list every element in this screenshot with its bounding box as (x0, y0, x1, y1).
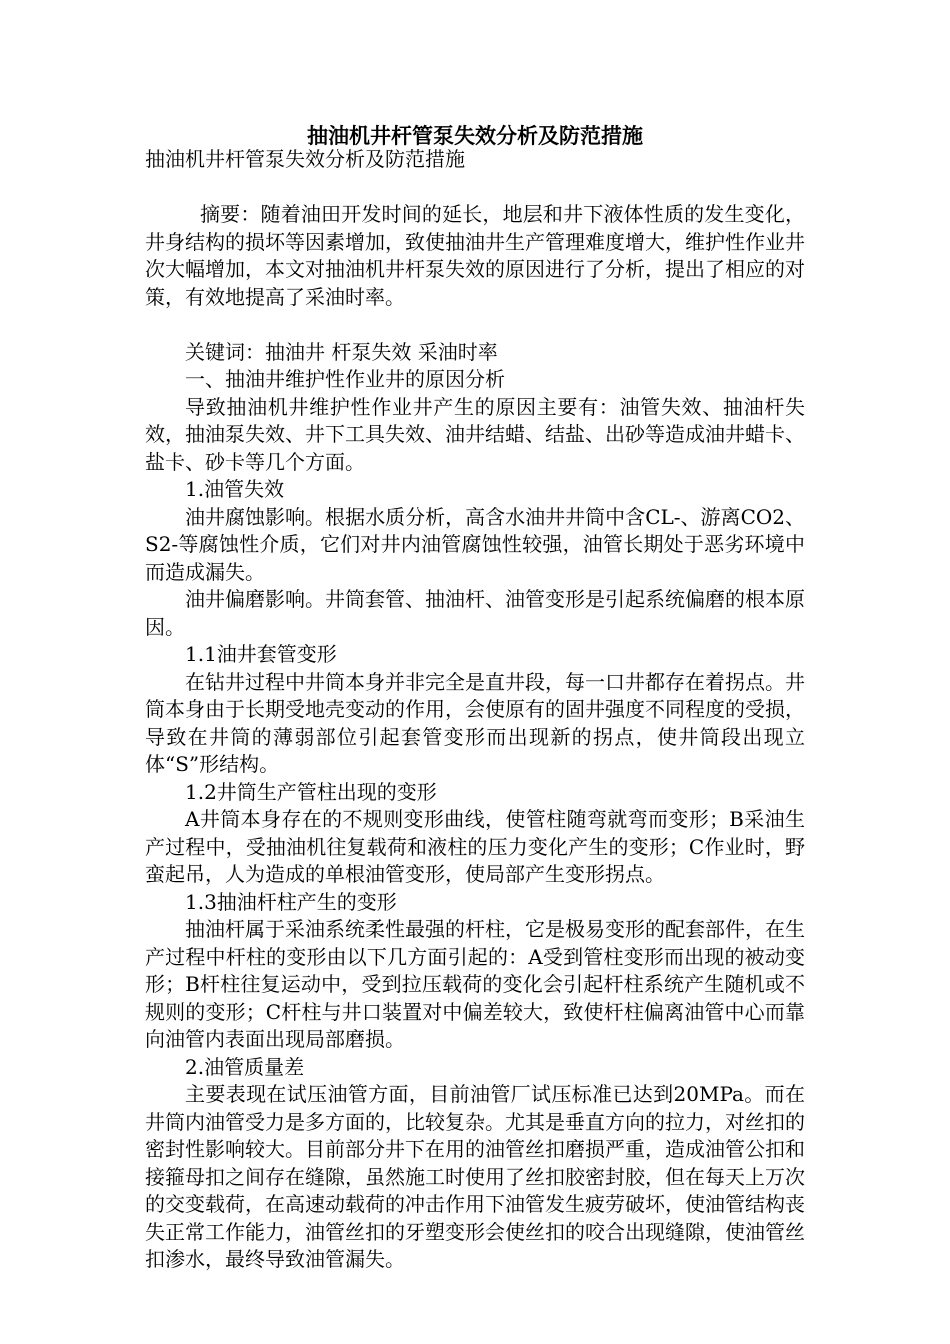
subsection-1-2-paragraph: A井筒本身存在的不规则变形曲线，使管柱随弯就弯而变形；B采油生产过程中，受抽油机往复载荷和液柱的压力变化产生的变形；C作业时，野蛮起吊，人为造成的单根油管变形，使局部产生变形拐点。 (145, 807, 805, 886)
subsection-1-paragraph-wear: 油井偏磨影响。井筒套管、抽油杆、油管变形是引起系统偏磨的根本原因。 (145, 587, 805, 639)
keywords-line: 关键词：抽油井 杆泵失效 采油时率 (185, 339, 498, 364)
subsection-1-2-heading: 1.2井筒生产管柱出现的变形 (185, 779, 437, 804)
section-1-heading: 一、抽油井维护性作业井的原因分析 (185, 367, 505, 391)
subsection-1-1-paragraph: 在钻井过程中井筒本身并非完全是直井段，每一口井都存在着拐点。井筒本身由于长期受地壳变动的作用，会使原有的固井强度不同程度的受损，导致在井筒的薄弱部位引起套管变形而出现新的拐点，使井筒段出现立体“S”形结构。 (145, 669, 805, 776)
subsection-2-heading: 2.油管质量差 (185, 1054, 305, 1079)
document-body (145, 146, 805, 1274)
spacer (145, 174, 805, 202)
subsection-1-1-heading: 1.1油井套管变形 (185, 642, 337, 666)
subsection-1-heading: 1.油管失效 (185, 477, 285, 501)
spacer (145, 311, 805, 339)
subsection-2-paragraph: 主要表现在试压油管方面，目前油管厂试压标准已达到20MPa。而在井筒内油管受力是多方面的，比较复杂。尤其是垂直方向的拉力，对丝扣的密封性影响较大。目前部分井下在用的油管丝扣磨损严重，造成油管公扣和接箍母扣之间存在缝隙，虽然施工时使用了丝扣胶密封胶，但在每天上万次的交变载荷，在高速动载荷的冲击作用下油管发生疲劳破坏，使油管结构丧失正常工作能力，油管丝扣的牙塑变形会使丝扣的咬合出现缝隙，使油管丝扣渗水，最终导致油管漏失。 (145, 1082, 805, 1271)
subsection-1-paragraph-corrosion: 油井腐蚀影响。根据水质分析，高含水油井井筒中含CL-、游离CO2、S2-等腐蚀性介质，它们对井内油管腐蚀性较强，油管长期处于恶劣环境中而造成漏失。 (145, 504, 805, 584)
document-subtitle: 抽油机井杆管泵失效分析及防范措施 (145, 147, 465, 171)
subsection-1-3-heading: 1.3抽油杆柱产生的变形 (185, 889, 397, 914)
section-1-intro-paragraph: 导致抽油机井维护性作业井产生的原因主要有：油管失效、抽油杆失效，抽油泵失效、井下工具失效、油井结蜡、结盐、出砂等造成油井蜡卡、盐卡、砂卡等几个方面。 (145, 394, 805, 474)
document-title: 抽油机井杆管泵失效分析及防范措施 (307, 123, 643, 148)
subsection-1-3-paragraph: 抽油杆属于采油系统柔性最强的杆柱，它是极易变形的配套部件，在生产过程中杆柱的变形由以下几方面引起的：A受到管柱变形而出现的被动变形；B杆柱往复运动中，受到拉压载荷的变化会引起杆柱系统产生随机或不规则的变形；C杆柱与井口装置对中偏差较大，致使杆柱偏离油管中心而靠向油管内表面出现局部磨损。 (145, 917, 805, 1051)
abstract-paragraph: 摘要：随着油田开发时间的延长，地层和井下液体性质的发生变化，井身结构的损坏等因素增加，致使抽油井生产管理难度增大，维护性作业井次大幅增加，本文对抽油机井杆泵失效的原因进行了分析，提出了相应的对策，有效地提高了采油时率。 (145, 202, 805, 309)
